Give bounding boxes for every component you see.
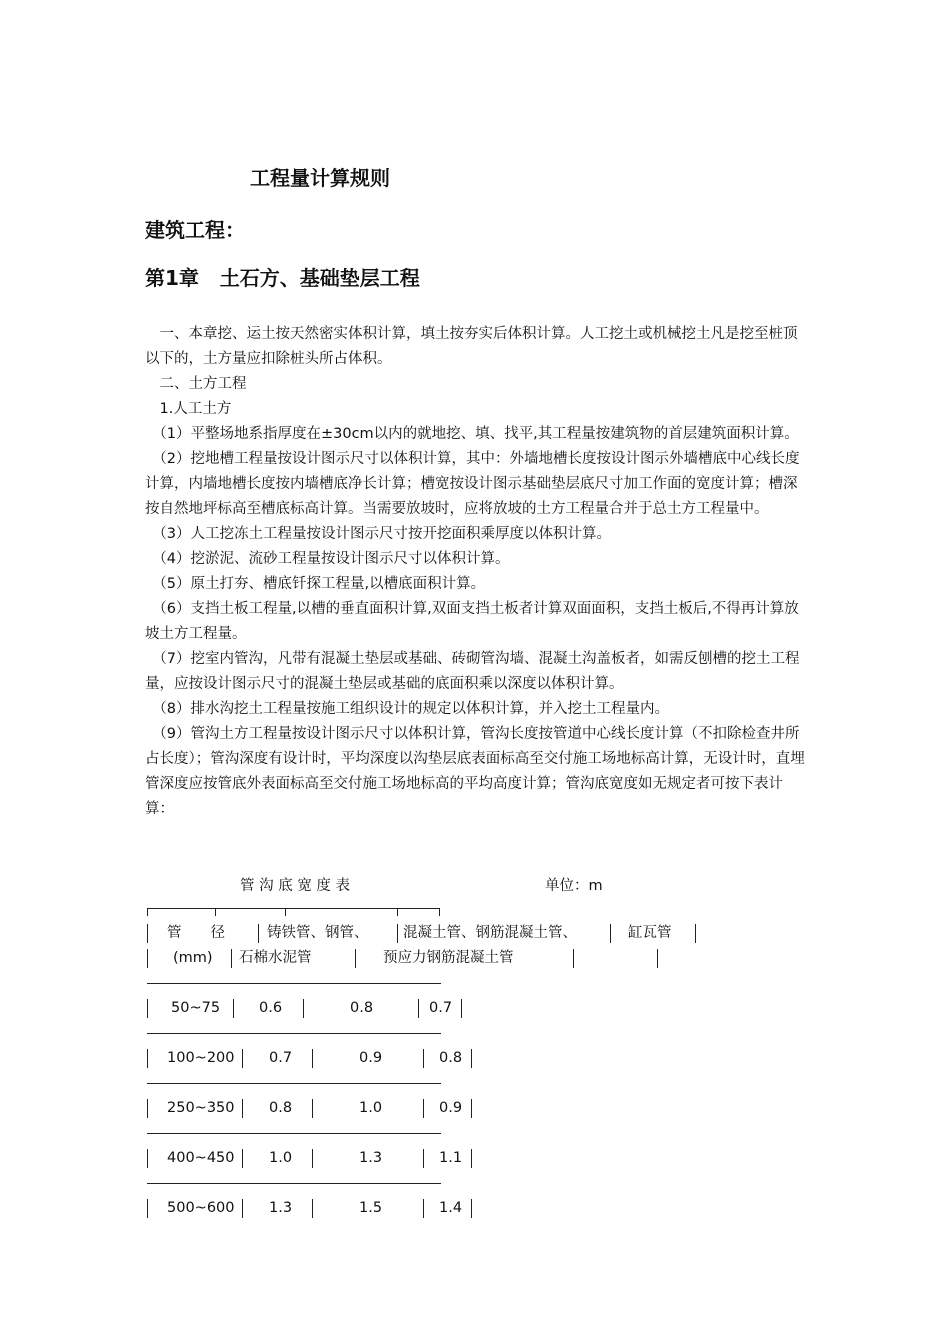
table-top-border (147, 908, 439, 909)
header-prestressed: 预应力钢筋混凝土管 (383, 950, 514, 966)
cell-diameter: 100~200 (167, 1050, 235, 1066)
table-border (312, 1099, 313, 1118)
table-border-tick (285, 908, 286, 916)
cell-clay: 0.9 (439, 1100, 463, 1116)
cell-clay: 0.8 (439, 1050, 463, 1066)
table-border (312, 1149, 313, 1168)
table-row (145, 1046, 485, 1071)
table-border-tick (215, 908, 216, 916)
cell-concrete: 1.3 (359, 1150, 383, 1166)
table-separator (147, 1033, 441, 1034)
paragraph: （6）支挡土板工程量,以槽的垂直面积计算,双面支挡土板者计算双面面积，支挡土板后,不得再计算放坡土方工程量。 (145, 601, 799, 642)
table-header-row (145, 921, 705, 946)
header-diameter-unit: (mm) (173, 950, 213, 966)
table-border (147, 1049, 148, 1068)
table-border (303, 999, 304, 1018)
paragraph: （8）排水沟挖土工程量按施工组织设计的规定以体积计算，并入挖土工程量内。 (145, 701, 669, 717)
table-border (242, 1199, 243, 1218)
table-border-tick (439, 908, 440, 916)
chapter-heading: 第1章 土石方、基础垫层工程 (145, 266, 420, 290)
header-concrete: 混凝土管、钢筋混凝土管、 (403, 925, 577, 941)
cell-cast-iron: 1.3 (269, 1200, 293, 1216)
table-border (423, 1149, 424, 1168)
table-border (147, 1149, 148, 1168)
cell-cast-iron: 1.0 (269, 1150, 293, 1166)
table-border (471, 1099, 472, 1118)
cell-cast-iron: 0.7 (269, 1050, 293, 1066)
table-border (233, 999, 234, 1018)
table-border (147, 999, 148, 1018)
paragraph: （1）平整场地系指厚度在±30cm以内的就地挖、填、找平,其工程量按建筑物的首层建筑面积计算。 (145, 426, 799, 442)
cell-cast-iron: 0.8 (269, 1100, 293, 1116)
cell-clay: 0.7 (429, 1000, 453, 1016)
cell-concrete: 0.9 (359, 1050, 383, 1066)
header-diameter: 管 径 (167, 925, 225, 941)
paragraph: （7）挖室内管沟，凡带有混凝土垫层或基础、砖砌管沟墙、混凝土沟盖板者，如需反刨槽的挖土工程量，应按设计图示尺寸的混凝土垫层或基础的底面积乘以深度以体积计算。 (145, 651, 800, 692)
table-border (423, 1199, 424, 1218)
table-border (471, 1149, 472, 1168)
paragraph: 二、土方工程 (145, 376, 247, 392)
paragraph: （3）人工挖冻土工程量按设计图示尺寸按开挖面积乘厚度以体积计算。 (145, 526, 611, 542)
table-unit: 单位：m (545, 878, 603, 894)
paragraph: （9）管沟土方工程量按设计图示尺寸以体积计算，管沟长度按管道中心线长度计算（不扣除检查井所占长度）；管沟深度有设计时，平均深度以沟垫层底表面标高至交付施工场地标高计算，无设计时，直埋管深度应按管底外表面标高至交付施工场地标高的平均高度计算；管沟底宽度如无规定者可按下表计算： (145, 726, 805, 817)
table-border (147, 924, 148, 943)
cell-cast-iron: 0.6 (259, 1000, 283, 1016)
table-border (423, 1049, 424, 1068)
cell-concrete: 0.8 (350, 1000, 374, 1016)
header-clay: 缸瓦管 (628, 925, 672, 941)
table-separator (147, 1183, 441, 1184)
document-title: 工程量计算规则 (250, 166, 390, 190)
table-border (312, 1199, 313, 1218)
table-row (145, 1096, 485, 1121)
table-title: 管 沟 底 宽 度 表 (240, 878, 351, 894)
table-border (573, 949, 574, 968)
table-border (471, 1199, 472, 1218)
cell-diameter: 50~75 (171, 1000, 221, 1016)
cell-clay: 1.1 (439, 1150, 463, 1166)
table-separator (147, 1133, 441, 1134)
table-border (423, 1099, 424, 1118)
table-border (610, 924, 611, 943)
cell-concrete: 1.5 (359, 1200, 383, 1216)
table-border (397, 924, 398, 943)
header-asbestos: 石棉水泥管 (239, 950, 312, 966)
table-border (242, 1099, 243, 1118)
section-heading: 建筑工程： (145, 218, 245, 242)
table-border (355, 949, 356, 968)
table-border-tick (147, 908, 148, 916)
table-row (145, 1146, 485, 1171)
table-border (242, 1049, 243, 1068)
header-cast-iron: 铸铁管、钢管、 (267, 925, 369, 941)
table-separator (147, 983, 441, 984)
body-text (145, 322, 810, 822)
cell-concrete: 1.0 (359, 1100, 383, 1116)
paragraph: （2）挖地槽工程量按设计图示尺寸以体积计算，其中：外墙地槽长度按设计图示外墙槽底中心线长度计算，内墙地槽长度按内墙槽底净长计算；槽宽按设计图示基础垫层底尺寸加工作面的宽度计算；槽深按自然地坪标高至槽底标高计算。当需要放坡时，应将放坡的土方工程量合并于总土方工程量中。 (145, 451, 800, 517)
table-row (145, 1196, 485, 1221)
table-border (312, 1049, 313, 1068)
table-border (695, 924, 696, 943)
paragraph: 1.人工土方 (145, 401, 232, 417)
table-border (471, 1049, 472, 1068)
cell-clay: 1.4 (439, 1200, 463, 1216)
table-header-row (145, 946, 705, 971)
table-border (147, 1199, 148, 1218)
table-border (418, 999, 419, 1018)
table-border (461, 999, 462, 1018)
table-border (147, 1099, 148, 1118)
table-border (258, 924, 259, 943)
cell-diameter: 500~600 (167, 1200, 235, 1216)
table-border (242, 1149, 243, 1168)
table-border (657, 949, 658, 968)
table-border-tick (397, 908, 398, 916)
paragraph: （5）原土打夯、槽底钎探工程量,以槽底面积计算。 (145, 576, 486, 592)
cell-diameter: 400~450 (167, 1150, 235, 1166)
cell-diameter: 250~350 (167, 1100, 235, 1116)
table-separator (147, 1083, 441, 1084)
paragraph: （4）挖淤泥、流砂工程量按设计图示尺寸以体积计算。 (145, 551, 510, 567)
table-row (145, 996, 475, 1021)
table-border (147, 949, 148, 968)
paragraph: 一、本章挖、运土按天然密实体积计算，填土按夯实后体积计算。人工挖土或机械挖土凡是挖至桩顶以下的，土方量应扣除桩头所占体积。 (145, 326, 798, 367)
table-border (231, 949, 232, 968)
